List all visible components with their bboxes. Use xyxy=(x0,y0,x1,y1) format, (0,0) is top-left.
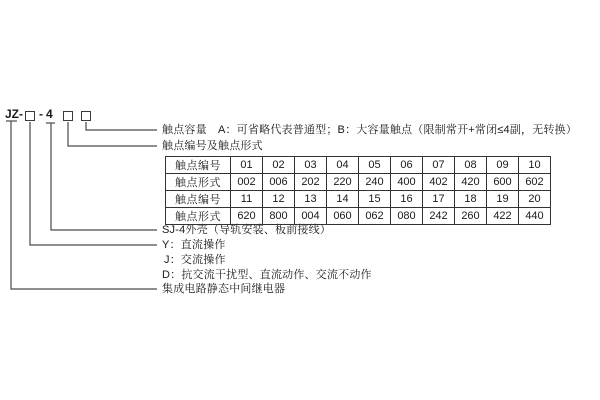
value-cell: 402 xyxy=(423,174,455,191)
value-cell: 18 xyxy=(455,191,487,208)
value-cell: 08 xyxy=(455,157,487,174)
value-cell: 006 xyxy=(263,174,295,191)
value-cell: 10 xyxy=(519,157,551,174)
row-header-cell: 触点编号 xyxy=(166,191,231,208)
value-cell: 240 xyxy=(359,174,391,191)
value-cell: 002 xyxy=(231,174,263,191)
value-cell: 15 xyxy=(359,191,391,208)
value-cell: 19 xyxy=(487,191,519,208)
value-cell: 13 xyxy=(295,191,327,208)
value-cell: 420 xyxy=(455,174,487,191)
value-cell: 06 xyxy=(391,157,423,174)
leader-line-dc-operation xyxy=(30,122,157,245)
value-cell: 422 xyxy=(487,208,519,225)
value-cell: 202 xyxy=(295,174,327,191)
label-relay-name: 集成电路静态中间继电器 xyxy=(162,283,286,295)
value-cell: 12 xyxy=(263,191,295,208)
leader-line-contact-capacity xyxy=(86,122,157,130)
model-separator: - xyxy=(39,107,43,121)
value-cell: 16 xyxy=(391,191,423,208)
row-header-cell: 触点形式 xyxy=(166,174,231,191)
model-placeholder-box-capacity xyxy=(81,111,91,121)
table-row xyxy=(166,174,551,191)
model-prefix: JZ- xyxy=(5,107,23,121)
value-cell: 620 xyxy=(231,208,263,225)
model-placeholder-box-contact-code xyxy=(63,111,73,121)
label-contact-capacity: 触点容量 A：可省略代表普通型；B：大容量触点（限制常开+常闭≤4副，无转换） xyxy=(162,124,578,136)
value-cell: 004 xyxy=(295,208,327,225)
value-cell: 060 xyxy=(327,208,359,225)
table-row xyxy=(166,191,551,208)
model-placeholder-box-operation xyxy=(25,111,35,121)
value-cell: 01 xyxy=(231,157,263,174)
value-cell: 14 xyxy=(327,191,359,208)
value-cell: 07 xyxy=(423,157,455,174)
value-cell: 05 xyxy=(359,157,391,174)
leader-line-shell xyxy=(51,123,157,230)
value-cell: 260 xyxy=(455,208,487,225)
model-shell-code: 4 xyxy=(46,107,53,121)
value-cell: 11 xyxy=(231,191,263,208)
label-shell: SJ-4外壳（导轨安装、板前接线） xyxy=(162,224,332,236)
value-cell: 602 xyxy=(519,174,551,191)
value-cell: 20 xyxy=(519,191,551,208)
label-anti-ac-interference: D：抗交流干扰型、直流动作、交流不动作 xyxy=(162,269,372,281)
value-cell: 062 xyxy=(359,208,391,225)
label-contact-number-form: 触点编号及触点形式 xyxy=(162,140,263,152)
value-cell: 02 xyxy=(263,157,295,174)
leader-line-contact-number-form xyxy=(68,122,157,146)
contact-table-body xyxy=(166,157,551,225)
table-row xyxy=(166,208,551,225)
row-header-cell: 触点编号 xyxy=(166,157,231,174)
value-cell: 800 xyxy=(263,208,295,225)
contact-code-table xyxy=(165,156,551,225)
value-cell: 17 xyxy=(423,191,455,208)
value-cell: 242 xyxy=(423,208,455,225)
table-row xyxy=(166,157,551,174)
leader-line-relay-name xyxy=(11,121,157,289)
label-ac-operation: J：交流操作 xyxy=(164,254,226,266)
value-cell: 440 xyxy=(519,208,551,225)
value-cell: 220 xyxy=(327,174,359,191)
value-cell: 600 xyxy=(487,174,519,191)
label-dc-operation: Y：直流操作 xyxy=(162,239,226,251)
value-cell: 080 xyxy=(391,208,423,225)
value-cell: 03 xyxy=(295,157,327,174)
value-cell: 04 xyxy=(327,157,359,174)
value-cell: 400 xyxy=(391,174,423,191)
value-cell: 09 xyxy=(487,157,519,174)
row-header-cell: 触点形式 xyxy=(166,208,231,225)
